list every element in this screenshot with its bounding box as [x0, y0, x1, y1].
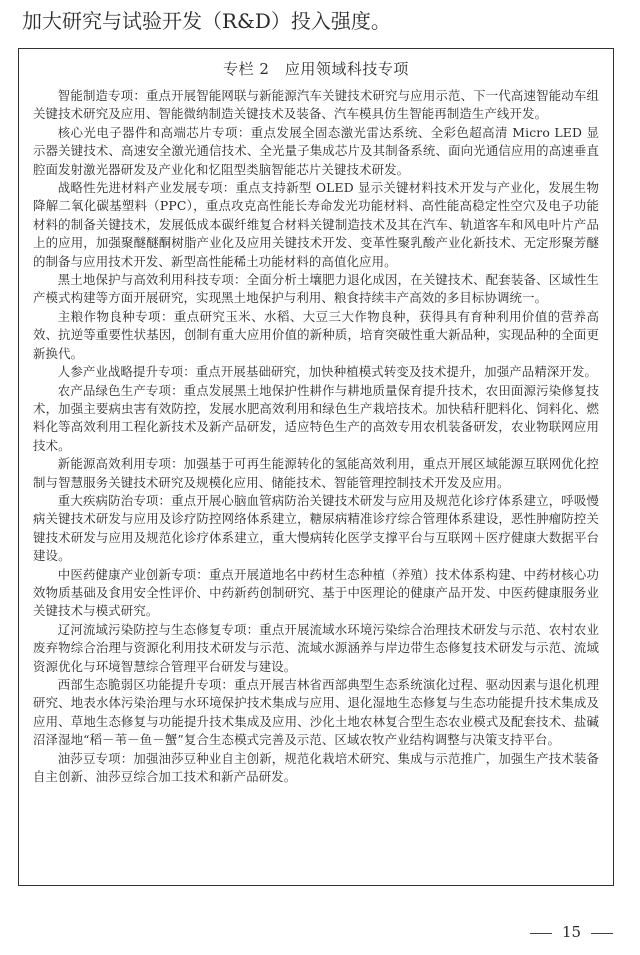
paragraph-western-ecology: 西部生态脆弱区功能提升专项：重点开展吉林省西部典型生态系统演化过程、驱动因素与退化机理研究、地表水体污染治理与水环境保护技术集成与应用、退化湿地生态修复与生态功能提升技术集成及应用、草地生态修复与功能提升技术集成及应用、沙化土地农林复合型生态农业模式及配套技术、盐碱沼泽湿地“稻－苇－鱼－蟹”复合生态模式完善及示范、区域农牧产业结构调整与决策支持平台。 [33, 677, 599, 748]
paragraph-smart-manufacturing: 智能制造专项：重点开展智能网联与新能源汽车关键技术研究与应用示范、下一代高速智能动车组关键技术研究及应用、智能微纳制造关键技术及装备、汽车模具仿生智能再制造生产线开发。 [33, 88, 599, 122]
intro-sentence: 加大研究与试验开发（R&D）投入强度。 [22, 9, 391, 33]
paragraph-ginseng: 人参产业战略提升专项：重点开展基础研究，加快种植模式转变及技术提升，加强产品精深开发。 [57, 364, 598, 380]
paragraph-major-diseases: 重大疾病防治专项：重点开展心脑血管病防治关键技术研发与应用及规范化诊疗体系建立，呼吸慢病关键技术研发与应用及诊疗防控网络体系建立，糖尿病精准诊疗综合管理体系建设，恶性肿瘤防控关键技术研发与应用及规范化诊疗体系建立，重大慢病转化医学支撑平台与互联网＋医疗健康大数据平台建设。 [33, 492, 599, 564]
paragraph-liaohe-basin: 辽河流域污染防控与生态修复专项：重点开展流域水环境污染综合治理技术研发与示范、农村农业废弃物综合治理与资源化利用技术研发与示范、流域水源涵养与岸边带生态修复技术研发与示范、流域资源优化与环境智慧综合管理平台研发与建设。 [33, 621, 599, 674]
paragraph-green-agriculture: 农产品绿色生产专项：重点发展黑土地保护性耕作与耕地质量保育提升技术，农田面源污染修复技术，加强主要病虫害有效防控，发展水肥高效利用和绿色生产栽培技术。加快秸秆肥料化、饲料化、燃料化等高效利用工程化新技术及新产品研发，适应特色生产的高效专用农机装备研发，农业物联网应用技术。 [33, 382, 599, 453]
paragraph-advanced-materials: 战略性先进材料产业发展专项：重点支持新型 OLED 显示关键材料技术开发与产业化，发展生物降解二氧化碳基塑料（PPC），重点攻克高性能长寿命发光功能材料、高性能高稳定性空穴及电子功能材料的制备关键技术，发展低成本碳纤维复合材料关键制造技术及其在汽车、轨道客车和风电叶片产品上的应用，加强聚醚醚酮树脂产业化及应用关键技术开发、变革性聚乳酸产业化新技术、无定形聚芳醚的制备与应用技术开发、新型高性能稀土功能材料的高值化应用。 [33, 180, 599, 269]
page-number-right-dash [591, 933, 613, 934]
page-number-left-dash [530, 933, 552, 934]
paragraph-new-energy: 新能源高效利用专项：加强基于可再生能源转化的氢能高效利用，重点开展区域能源互联网优化控制与智慧服务关键技术研究及规模化应用、储能技术、智能管理控制技术开发及应用。 [33, 456, 599, 490]
page-number: 15 [562, 923, 582, 941]
special-column-box [18, 48, 614, 886]
paragraph-black-soil: 黑土地保护与高效利用科技专项：全面分析土壤肥力退化成因，在关键技术、配套装备、区域性生产模式构建等方面开展研究，实现黑土地保护与利用、粮食持续丰产高效的多目标协调统一。 [33, 272, 599, 306]
paragraph-tcm-health: 中医药健康产业创新专项：重点开展道地名中药材生态种植（养殖）技术体系构建、中药材核心功效物质基础及食用安全性评价、中药新药创制研究、基于中医理论的健康产品开发、中医药健康服务业关键技术与模式研究。 [33, 566, 599, 619]
page-footer [530, 922, 620, 942]
paragraph-optoelectronic-chips: 核心光电子器件和高端芯片专项：重点发展全固态激光雷达系统、全彩色超高清 Micro LED 显示器关键技术、高速安全激光通信技术、全光量子集成芯片及其制备系统、面向光通信应用的高速垂直腔面发射激光器研发及产业化和忆阻型类脑智能芯片关键技术研发。 [33, 124, 599, 177]
paragraph-staple-crops: 主粮作物良种专项：重点研究玉米、水稻、大豆三大作物良种，获得具有育种利用价值的营养高效、抗逆等重要性状基因，创制有重大应用价值的新种质，培育突破性重大新品种，实现品种的全面更新换代。 [33, 308, 599, 361]
box-title: 专栏 2 应用领域科技专项 [223, 60, 409, 78]
paragraph-tiger-nut: 油莎豆专项：加强油莎豆种业自主创新，规范化栽培术研究、集成与示范推广，加强生产技术装备自主创新、油莎豆综合加工技术和新产品研发。 [33, 750, 599, 785]
